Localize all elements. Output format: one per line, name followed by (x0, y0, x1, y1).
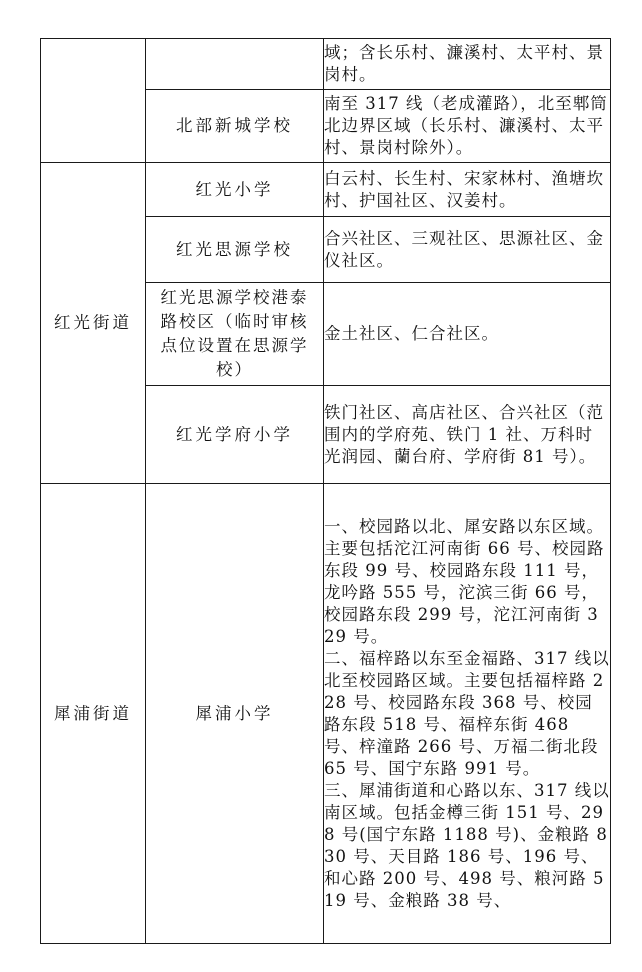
area-text: 合兴社区、三观社区、思源社区、金仪社区。 (324, 228, 604, 270)
school-cell: 红光小学 (146, 163, 324, 217)
area-cell (324, 39, 611, 90)
table-row (41, 484, 611, 944)
area-cell (324, 163, 611, 217)
school-zone-table (40, 38, 611, 944)
school-cell: 红光思源学校港泰路校区（临时审核点位设置在思源学校） (146, 283, 324, 386)
area-text: 二、福梓路以东至金福路、317 线以北至校园路区域。主要包括福梓路 228 号、校园路东段 368 号、校园路东段 518 号、福梓东街 468 号、梓潼路 266 号、万福二街北段 65 号、国宁东路 991 号。 (324, 648, 610, 778)
area-cell (324, 386, 611, 484)
table-row (41, 163, 611, 217)
school-cell (146, 39, 324, 90)
area-cell (324, 283, 611, 386)
school-cell: 犀浦小学 (146, 484, 324, 944)
school-cell: 红光学府小学 (146, 386, 324, 484)
area-cell (324, 90, 611, 163)
street-cell: 红光街道 (41, 163, 146, 484)
street-cell: 犀浦街道 (41, 484, 146, 944)
area-text: 域；含长乐村、濂溪村、太平村、景岗村。 (324, 43, 604, 84)
area-text: 白云村、长生村、宋家林村、渔塘坎村、护国社区、汉姜村。 (324, 168, 604, 210)
school-cell: 北部新城学校 (146, 90, 324, 163)
area-cell (324, 484, 611, 944)
street-cell (41, 39, 146, 163)
area-cell (324, 217, 611, 283)
table-row (41, 39, 611, 90)
school-cell: 红光思源学校 (146, 217, 324, 283)
area-text: 金土社区、仁合社区。 (324, 324, 499, 343)
area-text: 三、犀浦街道和心路以东、317 线以南区域。包括金樽三街 151 号、298 号(国宁东路 1188 号)、金粮路 830 号、天目路 186 号、196 号、和心路 200 号、498 号、粮河路 519 号、金粮路 38 号、 (324, 780, 610, 910)
area-text: 南至 317 线（老成灌路），北至郫筒北边界区域（长乐村、濂溪村、太平村、景岗村除外）。 (324, 94, 608, 157)
area-text: 一、校园路以北、犀安路以东区域。主要包括沱江河南街 66 号、校园路东段 99 号、校园路东段 111 号，龙吟路 555 号，沱滨三街 66 号，校园路东段 299 号，沱江河南街 329 号。 (324, 516, 605, 646)
area-text: 铁门社区、高店社区、合兴社区（范围内的学府苑、铁门 1 社、万科时光润园、蘭台府、学府街 81 号）。 (324, 402, 604, 466)
